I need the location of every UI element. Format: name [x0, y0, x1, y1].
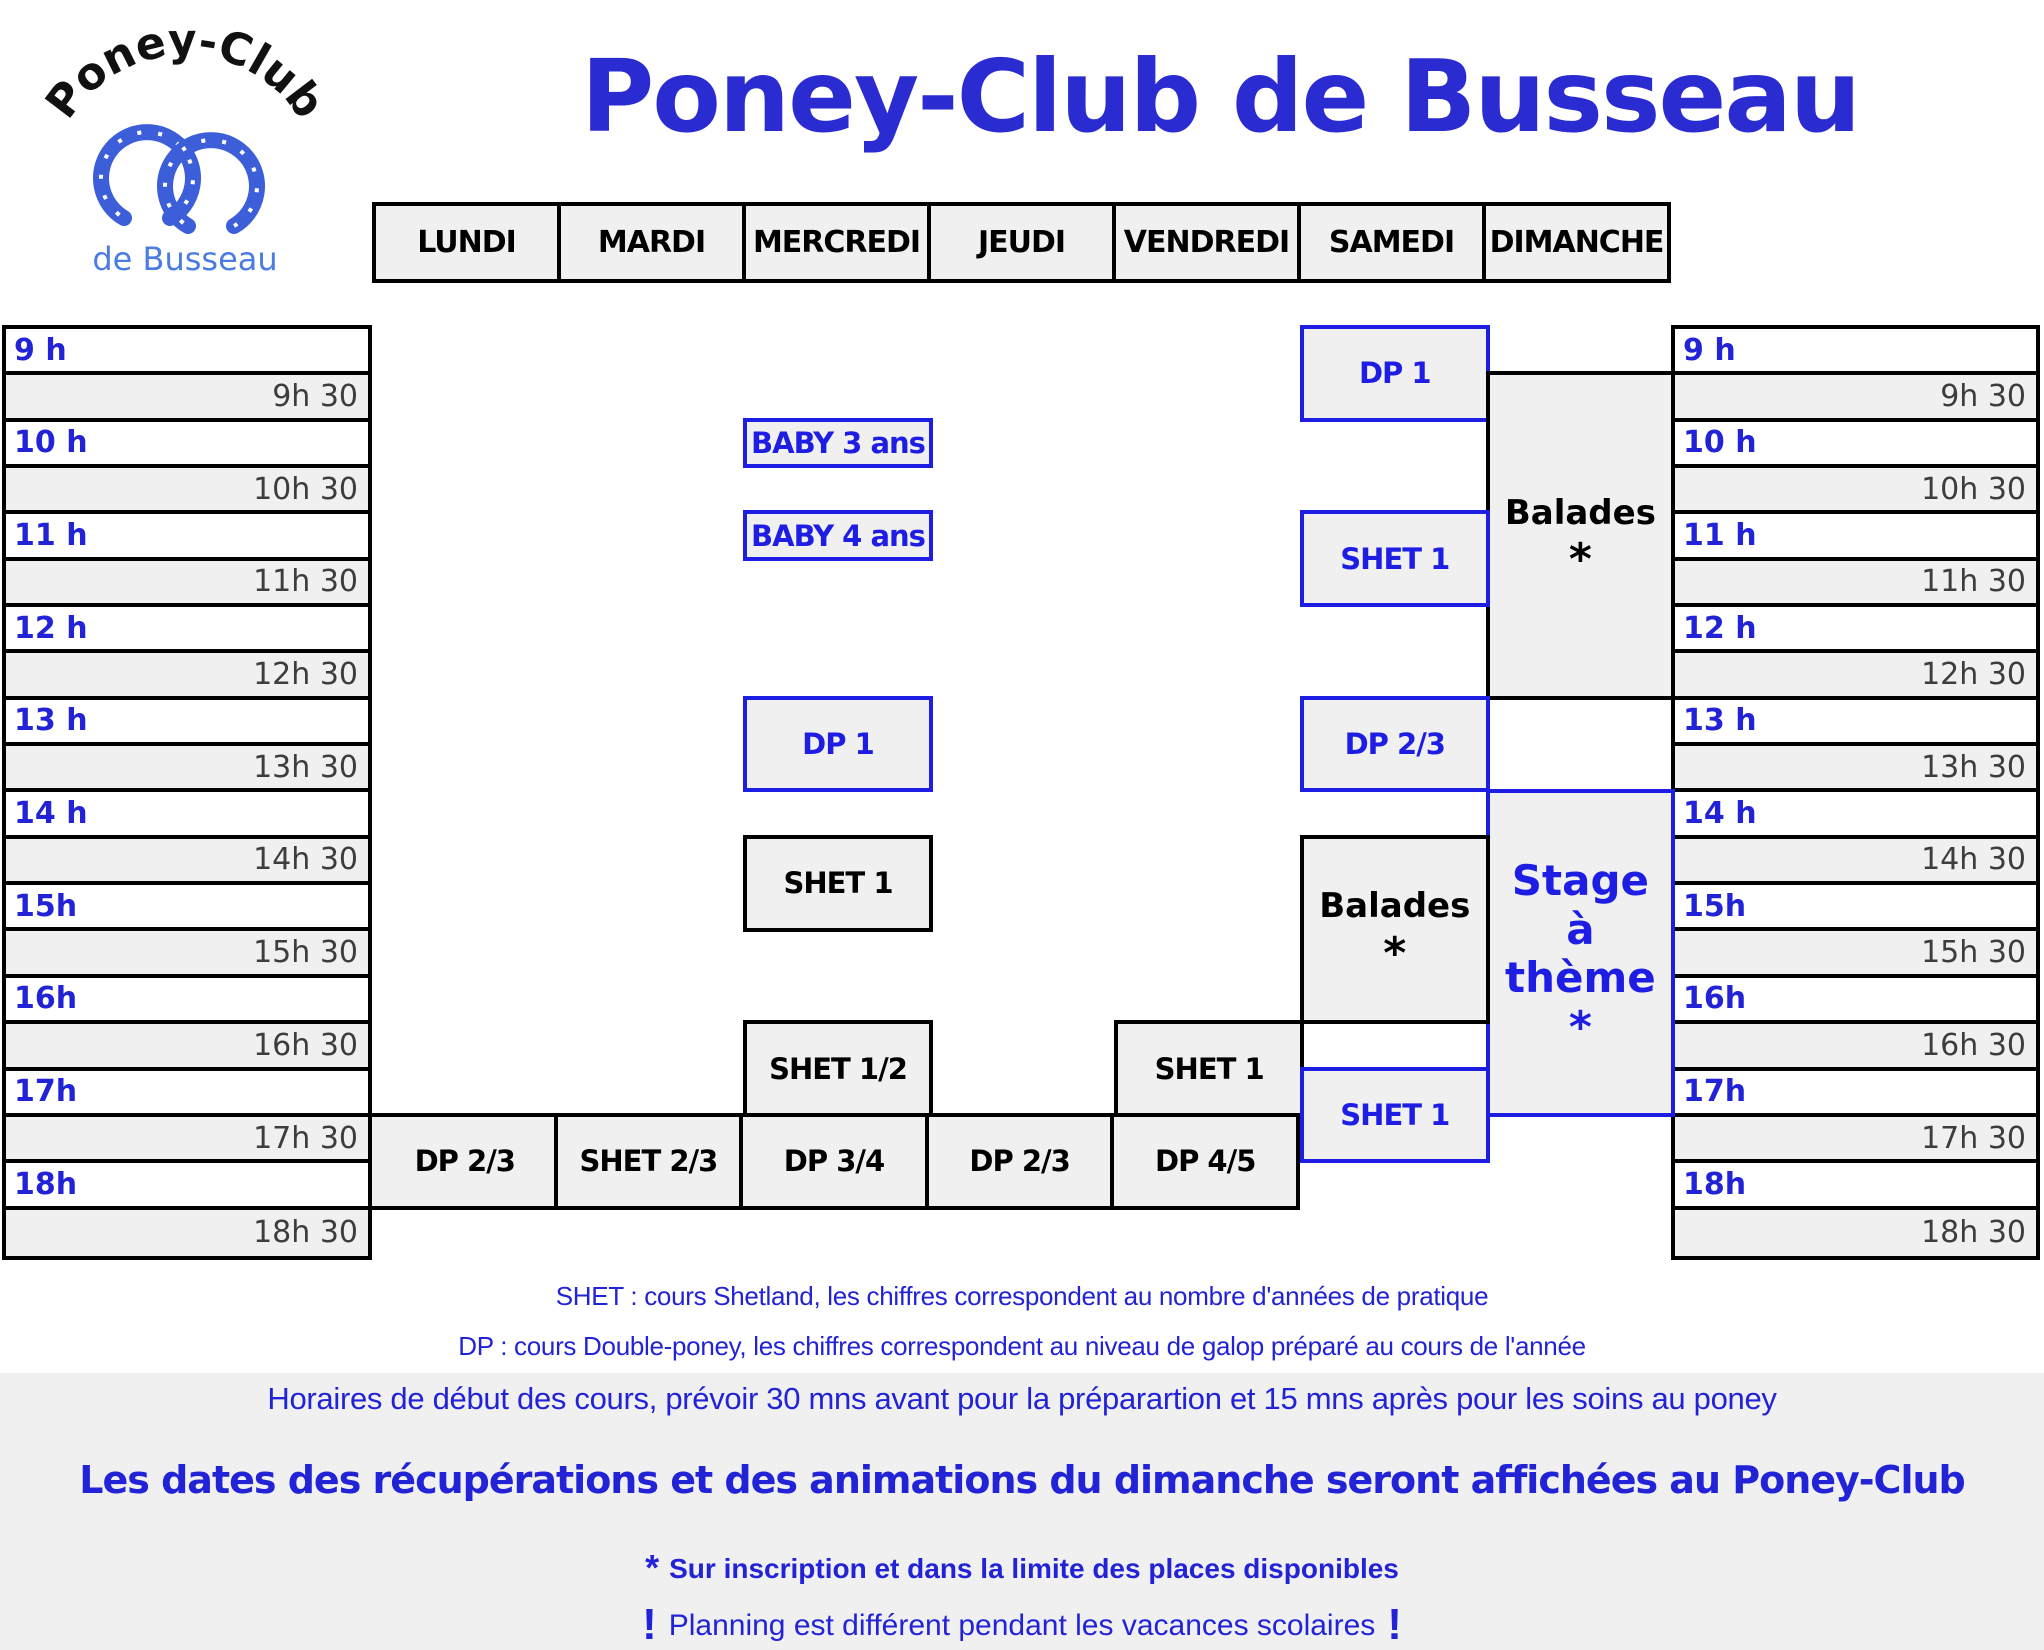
time-row-14-h: 14 h [1675, 792, 2036, 838]
time-row-13-h: 13 h [6, 700, 368, 746]
logo-subtitle: de Busseau [92, 240, 278, 278]
activity-label: Balades [1504, 492, 1656, 533]
time-row-18h: 18h [1675, 1163, 2036, 1209]
activity-shet-1 [1300, 1067, 1490, 1164]
time-row-18h-30: 18h 30 [6, 1210, 368, 1256]
horseshoe-right-icon [165, 140, 257, 226]
time-row-11h-30: 11h 30 [6, 561, 368, 607]
asterisk-icon: * [645, 1547, 660, 1588]
activity-shet-2-3 [554, 1113, 744, 1210]
activity-dp-1 [1300, 325, 1490, 422]
time-row-15h: 15h [6, 885, 368, 931]
activity-label: SHET 2/3 [579, 1144, 718, 1179]
day-header-lundi: LUNDI [376, 206, 561, 279]
activity-label: DP 2/3 [414, 1144, 515, 1179]
time-row-13-h: 13 h [1675, 700, 2036, 746]
time-column-left [2, 325, 372, 1260]
time-row-18h-30: 18h 30 [1675, 1210, 2036, 1256]
day-header-dimanche: DIMANCHE [1489, 225, 1664, 260]
time-row-12h-30: 12h 30 [1675, 653, 2036, 699]
activity-label: DP 2/3 [969, 1144, 1070, 1179]
activity-shet-1 [743, 835, 933, 932]
activity-dp-4-5 [1110, 1113, 1300, 1210]
time-row-17h: 17h [1675, 1071, 2036, 1117]
time-row-13h-30: 13h 30 [6, 746, 368, 792]
time-row-12h-30: 12h 30 [6, 653, 368, 699]
activity-label: SHET 1/2 [769, 1051, 907, 1086]
activity-dp-3-4 [739, 1113, 929, 1210]
day-header-mercredi: MERCREDI [746, 206, 931, 279]
activity-dp-2-3 [1300, 696, 1490, 793]
day-header-vendredi: VENDREDI [1116, 206, 1301, 279]
day-header-row [372, 202, 1671, 283]
activity-label: Stage [1511, 856, 1649, 906]
activity-shet-1 [1114, 1020, 1304, 1117]
time-row-10-h: 10 h [1675, 422, 2036, 468]
activity-baby-3-ans [743, 418, 933, 468]
logo-arc-text: Poney-Club [35, 18, 335, 128]
asterisk-icon: * [1568, 534, 1592, 586]
time-row-14-h: 14 h [6, 792, 368, 838]
time-row-12-h: 12 h [6, 607, 368, 653]
time-row-16h-30: 16h 30 [6, 1024, 368, 1070]
time-row-9-h: 9 h [1675, 329, 2036, 375]
activity-label: DP 1 [802, 727, 874, 762]
time-row-13h-30: 13h 30 [1675, 746, 2036, 792]
activity-label: SHET 1 [783, 866, 893, 901]
time-row-17h: 17h [6, 1071, 368, 1117]
day-header-jeudi: JEUDI [931, 206, 1116, 279]
time-row-11-h: 11 h [6, 514, 368, 560]
time-row-9-h: 9 h [6, 329, 368, 375]
time-row-16h-30: 16h 30 [1675, 1024, 2036, 1070]
asterisk-icon: * [1568, 1002, 1592, 1054]
time-row-18h: 18h [6, 1163, 368, 1209]
activity-label: Balades [1319, 886, 1471, 927]
activity-label: thème [1505, 953, 1656, 1003]
time-row-14h-30: 14h 30 [1675, 839, 2036, 885]
activity-balades [1300, 835, 1490, 1024]
time-row-17h-30: 17h 30 [6, 1117, 368, 1163]
time-row-12-h: 12 h [1675, 607, 2036, 653]
time-row-10h-30: 10h 30 [6, 468, 368, 514]
note-inscription-text: Sur inscription et dans la limite des places disponibles [669, 1553, 1399, 1584]
activity-dp-2-3 [368, 1113, 562, 1210]
time-row-16h: 16h [1675, 978, 2036, 1024]
activity-label: BABY 4 ans [751, 518, 925, 553]
activity-shet-1 [1300, 510, 1490, 607]
time-row-15h-30: 15h 30 [6, 931, 368, 977]
activity-label: DP 1 [1358, 356, 1431, 391]
exclamation-icon-left: ! [642, 1600, 657, 1649]
note-vacances [0, 1600, 2044, 1650]
time-column-right [1671, 325, 2040, 1260]
note-horaires: Horaires de début des cours, prévoir 30 mns avant pour la préparartion et 15 mns après pour les soins au poney [267, 1381, 1777, 1416]
time-row-17h-30: 17h 30 [1675, 1117, 2036, 1163]
activity-dp-2-3 [925, 1113, 1115, 1210]
activity-label: SHET 1 [1154, 1051, 1264, 1086]
legend-shet: SHET : cours Shetland, les chiffres correspondent au nombre d'années de pratique [555, 1281, 1489, 1311]
activity-baby-4-ans [743, 510, 933, 560]
poney-club-logo [25, 18, 345, 283]
activity-balades [1486, 371, 1676, 699]
asterisk-icon: * [1383, 927, 1407, 979]
time-row-9h-30: 9h 30 [6, 375, 368, 421]
horseshoe-logo-icon [25, 18, 345, 283]
exclamation-icon-right: ! [1387, 1600, 1402, 1649]
time-row-16h: 16h [6, 978, 368, 1024]
time-row-11h-30: 11h 30 [1675, 561, 2036, 607]
activity-label: DP 4/5 [1155, 1144, 1256, 1179]
time-row-15h-30: 15h 30 [1675, 931, 2036, 977]
activity-label: BABY 3 ans [751, 425, 925, 460]
legend-dp: DP : cours Double-poney, les chiffres correspondent au niveau de galop préparé au cours de l'année [458, 1331, 1586, 1361]
activity-label: SHET 1 [1340, 541, 1450, 576]
activity-label: DP 3/4 [783, 1144, 885, 1179]
page-title: Poney-Club de Busseau [580, 38, 1860, 155]
activity-dp-1 [743, 696, 933, 793]
svg-text:Poney-Club [36, 18, 334, 128]
time-row-15h: 15h [1675, 885, 2036, 931]
time-row-9h-30: 9h 30 [1675, 375, 2036, 421]
time-row-10h-30: 10h 30 [1675, 468, 2036, 514]
day-header-samedi: SAMEDI [1301, 206, 1486, 279]
time-row-10-h: 10 h [6, 422, 368, 468]
time-row-11-h: 11 h [1675, 514, 2036, 560]
day-header-mardi: MARDI [561, 206, 746, 279]
activity-shet-1-2 [743, 1020, 933, 1117]
activity-stage-th-me [1486, 789, 1676, 1117]
note-inscription [0, 1547, 2044, 1589]
activity-label: SHET 1 [1340, 1097, 1450, 1132]
note-vacances-text: Planning est différent pendant les vacances scolaires [668, 1609, 1376, 1642]
time-row-14h-30: 14h 30 [6, 839, 368, 885]
activity-label: DP 2/3 [1344, 727, 1445, 762]
activity-label: à [1566, 904, 1595, 954]
note-dates: Les dates des récupérations et des animations du dimanche seront affichées au Poney-Club [79, 1458, 1965, 1502]
